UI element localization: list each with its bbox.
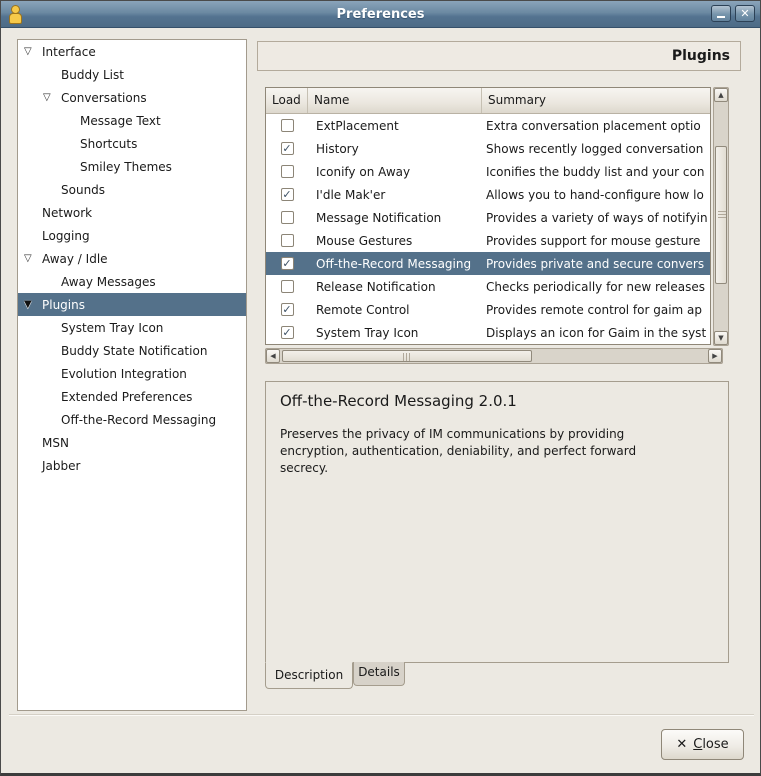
tree-item-label: Off-the-Record Messaging	[61, 412, 217, 427]
footer-separator	[9, 714, 754, 716]
tree-item-label: Evolution Integration	[61, 366, 187, 381]
tree-item-label: MSN	[42, 435, 69, 450]
horizontal-scrollbar-thumb[interactable]	[282, 350, 532, 362]
tree-item-label: Buddy List	[61, 67, 124, 82]
tree-item-away-messages[interactable]	[18, 270, 246, 293]
table-row-extplacement[interactable]	[266, 114, 710, 137]
scroll-up-icon[interactable]: ▲	[714, 88, 728, 102]
table-row-iconify-on-away[interactable]	[266, 160, 710, 183]
load-cell	[266, 211, 308, 224]
tree-item-extended-preferences[interactable]	[18, 385, 246, 408]
tree-item-smiley-themes[interactable]	[18, 155, 246, 178]
tree-item-label: Message Text	[80, 113, 161, 128]
plugin-summary: Shows recently logged conversation	[486, 141, 704, 156]
load-cell	[266, 142, 308, 155]
titlebar[interactable]	[1, 1, 760, 28]
plugin-summary: Displays an icon for Gaim in the syst	[486, 325, 707, 340]
plugin-summary: Allows you to hand-configure how lo	[486, 187, 704, 202]
thumb-grip	[718, 211, 726, 219]
checkbox-checked-icon[interactable]: ✓	[282, 142, 292, 155]
tree-item-msn[interactable]	[18, 431, 246, 454]
plugin-table	[265, 87, 711, 345]
app-icon-body	[9, 13, 22, 24]
load-cell	[266, 234, 308, 247]
plugin-name: System Tray Icon	[316, 325, 419, 340]
table-row-off-the-record-messaging[interactable]	[266, 252, 710, 275]
vertical-scrollbar-thumb[interactable]	[715, 146, 727, 284]
scroll-left-icon[interactable]: ◀	[266, 349, 280, 363]
plugin-table-body	[266, 114, 710, 344]
tree-item-shortcuts[interactable]	[18, 132, 246, 155]
tree-item-plugins[interactable]	[18, 293, 246, 316]
minimize-button[interactable]	[711, 5, 731, 22]
table-row-mouse-gestures[interactable]	[266, 229, 710, 252]
tree-item-label: Logging	[42, 228, 90, 243]
plugin-name: Release Notification	[316, 279, 436, 294]
tree-item-label: Away Messages	[61, 274, 156, 289]
scroll-right-icon[interactable]: ▶	[708, 349, 722, 363]
table-row-i-dle-mak-er[interactable]	[266, 183, 710, 206]
plugin-description-body: Preserves the privacy of IM communications by providing encryption, authentication, deniability, and perfect forward secrecy.	[280, 427, 637, 475]
plugin-description-panel	[265, 381, 729, 663]
tree-item-message-text[interactable]	[18, 109, 246, 132]
plugin-name: Message Notification	[316, 210, 442, 225]
load-cell	[266, 303, 308, 316]
expander-icon[interactable]: ▼	[24, 299, 32, 310]
plugin-summary: Provides remote control for gaim ap	[486, 302, 703, 317]
tree-item-system-tray-icon[interactable]	[18, 316, 246, 339]
tree-item-label: Shortcuts	[80, 136, 138, 151]
expander-icon[interactable]: ▽	[43, 92, 51, 103]
checkbox-unchecked-icon[interactable]	[281, 119, 294, 132]
tree-item-label: Smiley Themes	[80, 159, 172, 174]
checkbox-unchecked-icon[interactable]	[281, 280, 294, 293]
plugin-summary: Iconifies the buddy list and your con	[486, 164, 705, 179]
thumb-grip	[403, 353, 411, 361]
plugin-summary: Provides support for mouse gesture	[486, 233, 701, 248]
plugin-summary: Checks periodically for new releases	[486, 279, 706, 294]
checkbox-checked-icon[interactable]: ✓	[282, 188, 292, 201]
plugin-name: Off-the-Record Messaging	[316, 256, 472, 271]
tree-item-buddy-list[interactable]	[18, 63, 246, 86]
column-header-name[interactable]: Name	[308, 88, 482, 113]
table-row-history[interactable]	[266, 137, 710, 160]
load-cell	[266, 280, 308, 293]
tree-item-evolution-integration[interactable]	[18, 362, 246, 385]
tree-item-label: Away / Idle	[42, 251, 108, 266]
close-x-icon: ✕	[676, 737, 688, 752]
horizontal-scrollbar[interactable]	[265, 348, 723, 364]
close-button-label: Close	[693, 737, 729, 752]
tree-item-label: Buddy State Notification	[61, 343, 208, 358]
tree-item-conversations[interactable]	[18, 86, 246, 109]
window-title: Preferences	[336, 6, 425, 22]
close-button[interactable]	[661, 729, 744, 760]
tree-item-label: Sounds	[61, 182, 106, 197]
plugin-name: ExtPlacement	[316, 118, 399, 133]
plugin-name: History	[316, 141, 359, 156]
tree-item-interface[interactable]	[18, 40, 246, 63]
vertical-scrollbar[interactable]	[713, 87, 729, 346]
checkbox-unchecked-icon[interactable]	[281, 234, 294, 247]
table-row-message-notification[interactable]	[266, 206, 710, 229]
tree-item-off-the-record-messaging[interactable]	[18, 408, 246, 431]
tree-item-label: Network	[42, 205, 93, 220]
load-cell	[266, 188, 308, 201]
scroll-down-icon[interactable]: ▼	[714, 331, 728, 345]
tree-item-label: System Tray Icon	[61, 320, 164, 335]
tree-item-label: Conversations	[61, 90, 147, 105]
tab-description[interactable]: Description	[265, 662, 353, 689]
tree-item-away-idle[interactable]	[18, 247, 246, 270]
plugin-summary: Provides private and secure convers	[486, 256, 705, 271]
checkbox-checked-icon[interactable]: ✓	[282, 326, 292, 339]
table-row-remote-control[interactable]	[266, 298, 710, 321]
load-cell	[266, 119, 308, 132]
tab-details[interactable]: Details	[353, 662, 405, 686]
tree-item-label: Plugins	[42, 297, 85, 312]
tree-item-network[interactable]	[18, 201, 246, 224]
plugin-table-header[interactable]	[266, 88, 710, 114]
tree-item-label: Interface	[42, 44, 96, 59]
minimize-icon	[717, 16, 725, 18]
tree-item-label: Jabber	[42, 458, 81, 473]
checkbox-unchecked-icon[interactable]	[281, 211, 294, 224]
plugin-name: Remote Control	[316, 302, 410, 317]
app-icon	[7, 5, 23, 23]
tree-item-buddy-state-notification[interactable]	[18, 339, 246, 362]
plugin-summary: Extra conversation placement optio	[486, 118, 701, 133]
tree-item-sounds[interactable]	[18, 178, 246, 201]
tree-item-logging[interactable]	[18, 224, 246, 247]
preferences-tree[interactable]	[17, 39, 247, 711]
window-close-button[interactable]: ✕	[735, 5, 755, 22]
expander-icon[interactable]: ▽	[24, 253, 32, 264]
load-cell	[266, 326, 308, 339]
load-cell	[266, 257, 308, 270]
plugin-name: Mouse Gestures	[316, 233, 413, 248]
page-header-frame	[257, 41, 741, 71]
checkbox-checked-icon[interactable]: ✓	[282, 257, 292, 270]
tree-item-label: Extended Preferences	[61, 389, 193, 404]
plugin-summary: Provides a variety of ways of notifyin	[486, 210, 708, 225]
checkbox-unchecked-icon[interactable]	[281, 165, 294, 178]
tree-item-jabber[interactable]	[18, 454, 246, 477]
checkbox-checked-icon[interactable]: ✓	[282, 303, 292, 316]
plugin-name: I'dle Mak'er	[316, 187, 386, 202]
table-row-system-tray-icon[interactable]	[266, 321, 710, 344]
plugin-description-title: Off-the-Record Messaging 2.0.1	[280, 392, 517, 410]
table-row-release-notification[interactable]	[266, 275, 710, 298]
page-title: Plugins	[671, 48, 730, 64]
load-cell	[266, 165, 308, 178]
plugin-name: Iconify on Away	[316, 164, 411, 179]
column-header-summary[interactable]: Summary	[488, 93, 546, 107]
column-header-load[interactable]: Load	[266, 88, 308, 113]
expander-icon[interactable]: ▽	[24, 46, 32, 57]
